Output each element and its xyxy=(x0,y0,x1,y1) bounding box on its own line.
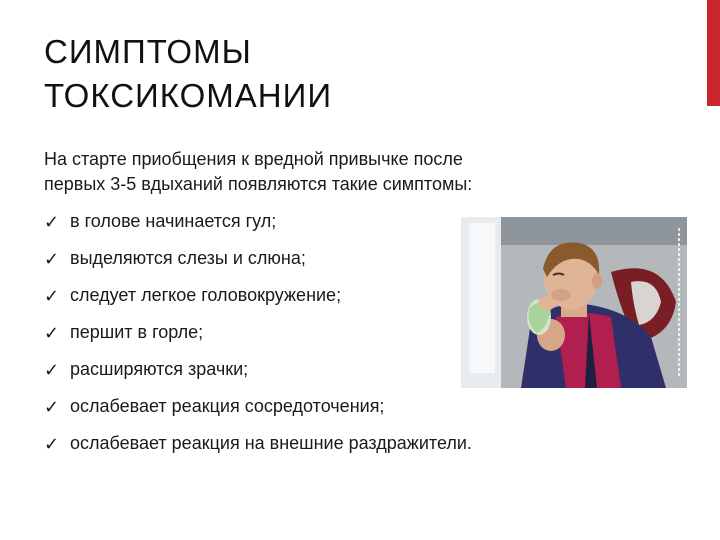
symptom-text: следует легкое головокружение; xyxy=(70,285,342,305)
symptom-item xyxy=(44,314,472,351)
intro-line-2: первых 3-5 вдыханий появляются такие симптомы: xyxy=(44,174,473,194)
title-line-2: ТОКСИКОМАНИИ xyxy=(44,77,333,114)
symptom-text: расширяются зрачки; xyxy=(70,359,249,379)
symptom-text: першит в горле; xyxy=(70,322,204,342)
check-icon: ✓ xyxy=(44,359,60,380)
photo-watermark xyxy=(673,228,685,378)
intro-line-1: На старте приобщения к вредной привычке после xyxy=(44,149,463,169)
symptom-text: выделяются слезы и слюна; xyxy=(70,248,306,268)
check-icon: ✓ xyxy=(44,211,60,232)
check-icon: ✓ xyxy=(44,396,60,417)
accent-bar xyxy=(707,0,720,106)
photo-illustration xyxy=(461,217,687,388)
check-icon: ✓ xyxy=(44,285,60,306)
check-icon: ✓ xyxy=(44,322,60,343)
check-icon: ✓ xyxy=(44,248,60,269)
title-line-1: СИМПТОМЫ xyxy=(44,33,252,70)
symptom-item xyxy=(44,203,472,240)
symptom-item xyxy=(44,388,472,425)
symptom-item xyxy=(44,425,472,462)
symptom-item xyxy=(44,277,472,314)
intro-text xyxy=(44,147,644,197)
symptom-text: ослабевает реакция сосредоточения; xyxy=(70,396,385,416)
symptom-item xyxy=(44,240,472,277)
symptom-text: ослабевает реакция на внешние раздражители. xyxy=(70,433,472,453)
photo-boy-inhaling xyxy=(461,217,687,388)
check-icon: ✓ xyxy=(44,433,60,454)
symptom-text: в голове начинается гул; xyxy=(70,211,277,231)
slide-title xyxy=(44,30,664,118)
symptom-item xyxy=(44,351,472,388)
symptom-list xyxy=(44,203,472,462)
